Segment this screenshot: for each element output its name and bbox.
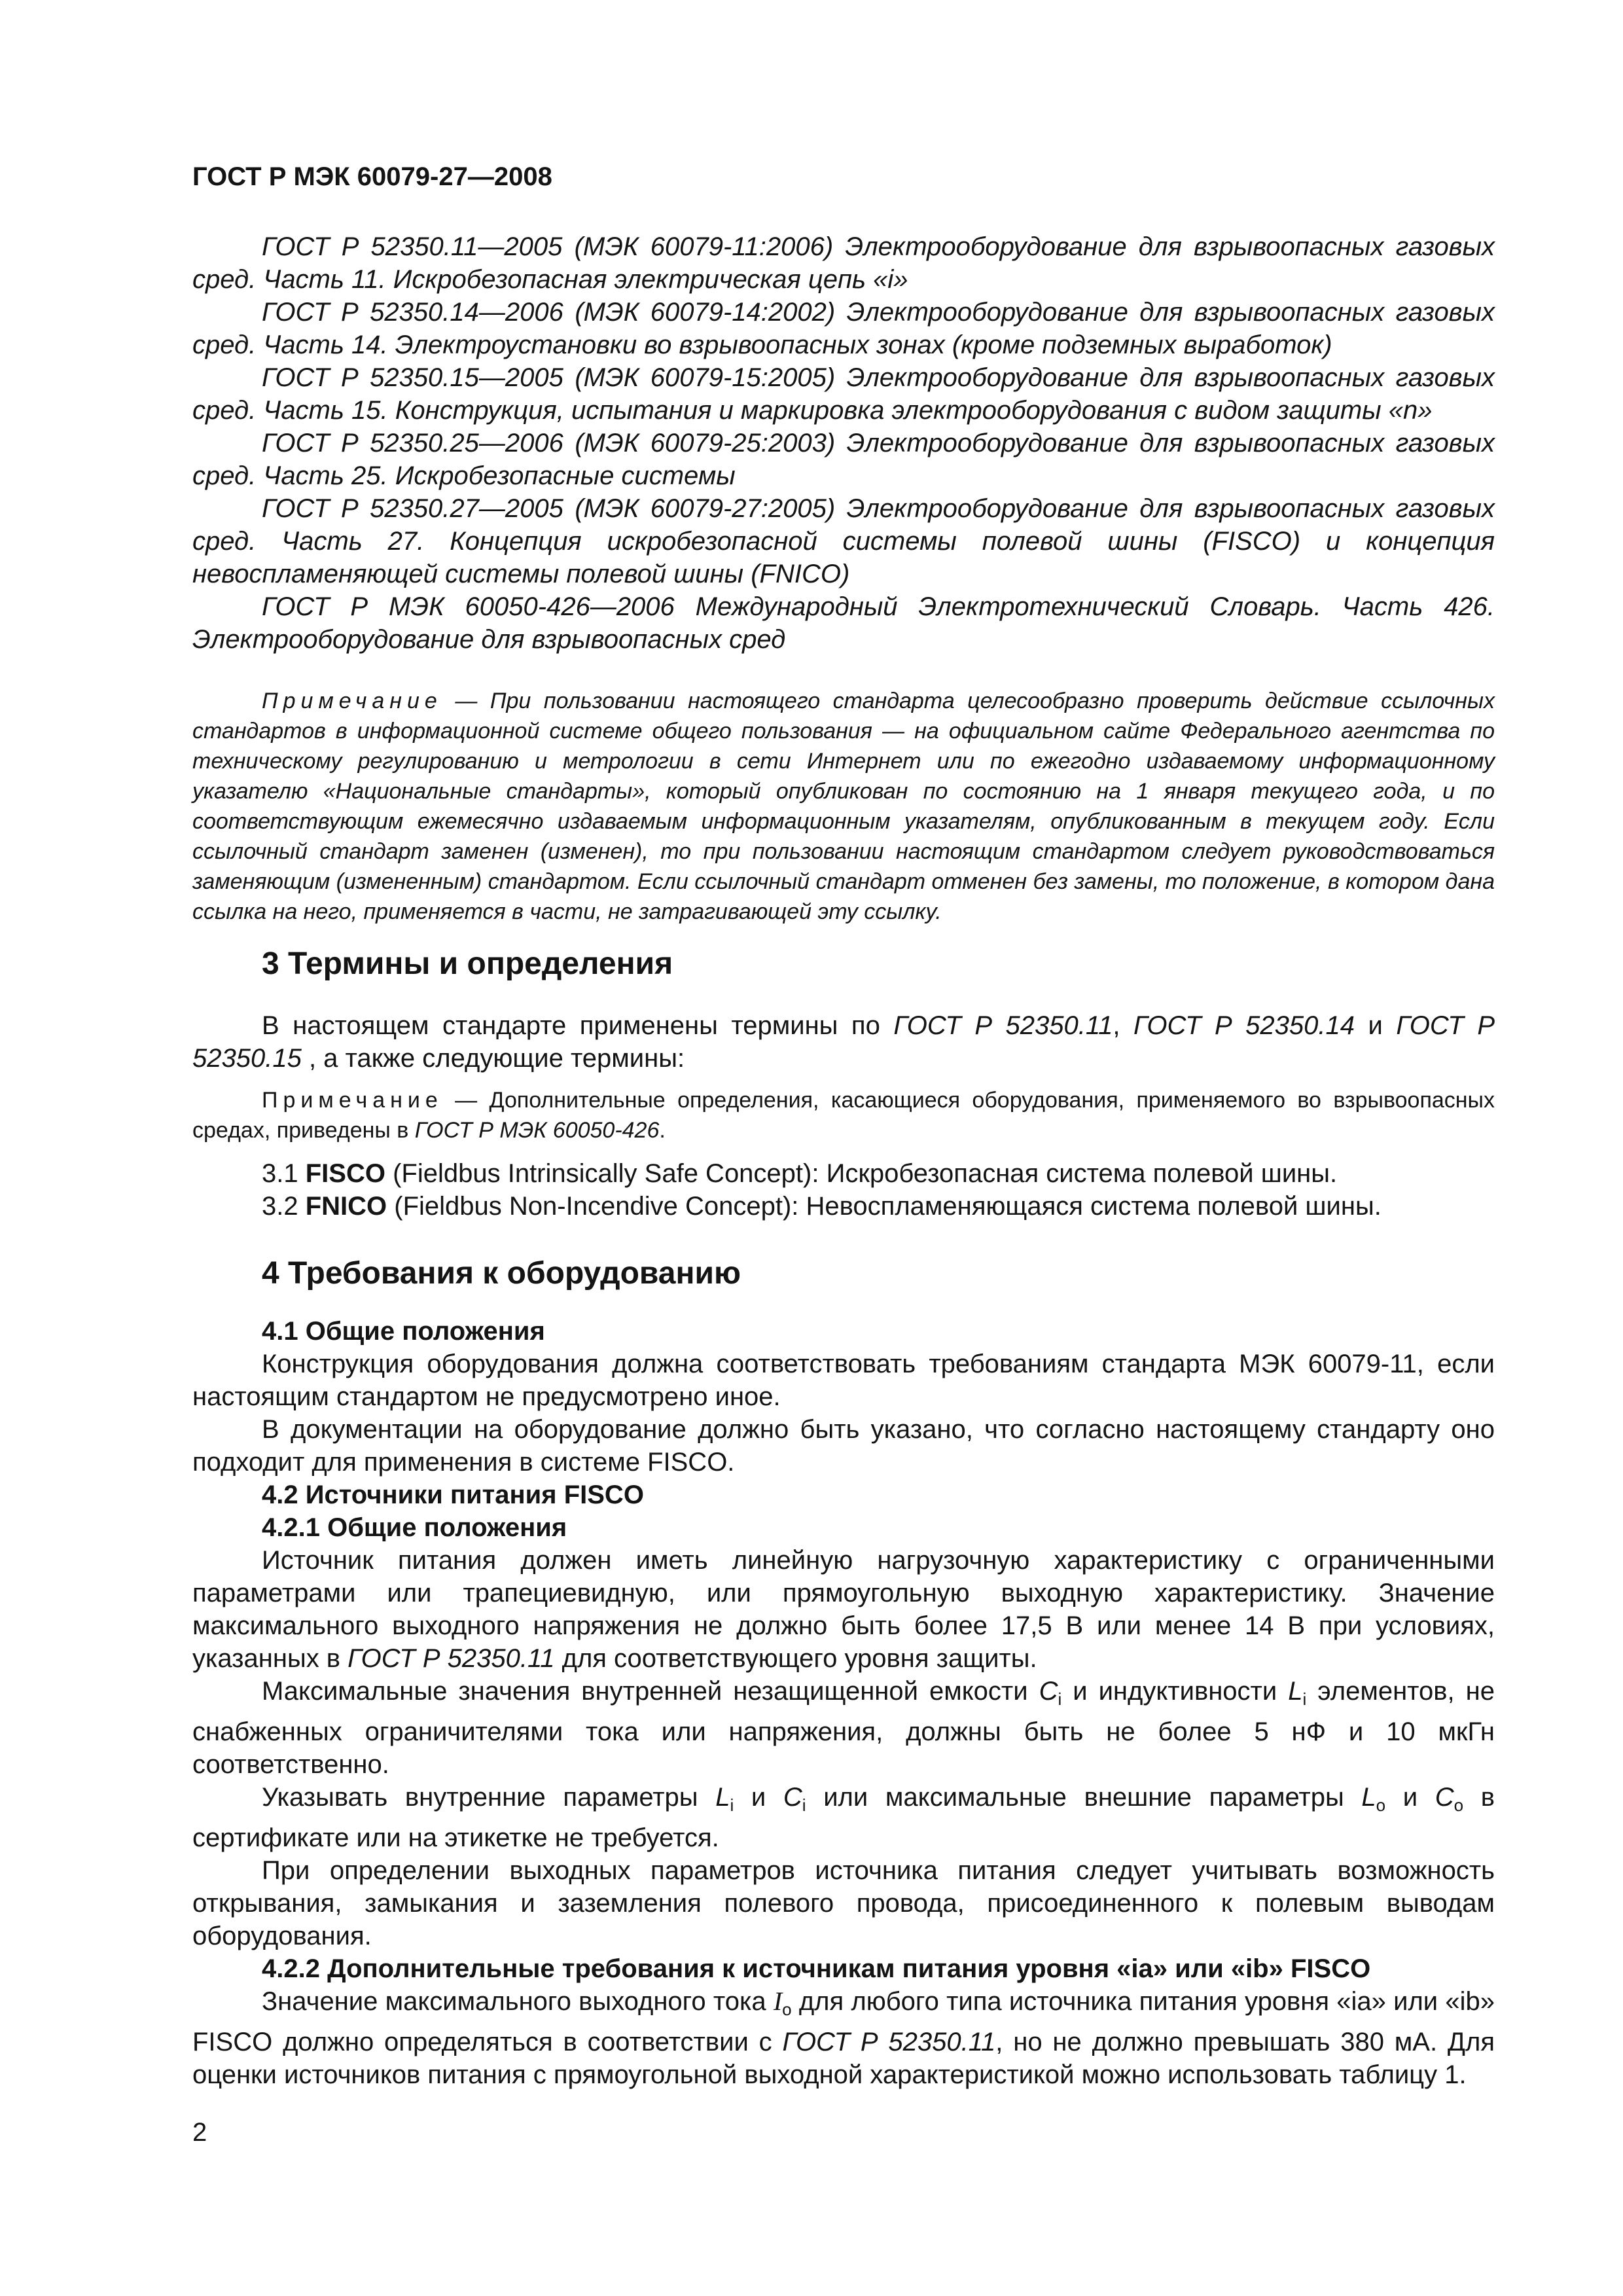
reference-item: ГОСТ Р 52350.27—2005 (МЭК 60079-27:2005) Электрооборудование для взрывоопасных газовых сред. Часть 27. Концепция искробезопасной системы полевой шины (FISCO) и концепция невоспламеняющей системы полевой шины (FNICO)	[192, 494, 1495, 588]
note-references	[192, 686, 1495, 927]
paragraph: Конструкция оборудования должна соответствовать требованиям стандарта МЭК 60079-11, если настоящим стандартом не предусмотрено иное.	[192, 1350, 1495, 1411]
reference-item: ГОСТ Р 52350.14—2006 (МЭК 60079-14:2002) Электрооборудование для взрывоопасных газовых сред. Часть 14. Электроустановки во взрывоопасных зонах (кроме подземных выработок)	[192, 298, 1495, 359]
reference-item: ГОСТ Р 52350.15—2005 (МЭК 60079-15:2005) Электрооборудование для взрывоопасных газовых сред. Часть 15. Конструкция, испытания и маркировка электрооборудования с видом защиты «n»	[192, 363, 1495, 425]
subsection-title: 4.2.2 Дополнительные требования к источникам питания уровня «ia» или «ib» FISCO	[262, 1954, 1371, 1983]
section-intro: В настоящем стандарте применены термины по ГОСТ Р 52350.11, ГОСТ Р 52350.14 и ГОСТ Р 52350.15 , а также следующие термины:	[192, 1011, 1495, 1073]
section-title: 3 Термины и определения	[262, 946, 673, 981]
reference-item: ГОСТ Р 52350.25—2006 (МЭК 60079-25:2003) Электрооборудование для взрывоопасных газовых сред. Часть 25. Искробезопасные системы	[192, 429, 1495, 490]
document-header: ГОСТ Р МЭК 60079-27—2008	[192, 162, 552, 191]
note-label: Примечание	[262, 689, 442, 713]
section-note: Примечание — Дополнительные определения, касающиеся оборудования, применяемого во взрывоопасных средах, приведены в ГОСТ Р МЭК 60050-426.	[192, 1088, 1495, 1143]
section-4	[192, 1255, 1495, 2091]
subsection-title: 4.2 Источники питания FISCO	[262, 1480, 644, 1509]
paragraph: Источник питания должен иметь линейную нагрузочную характеристику с ограниченными параметрами или трапециевидную, или прямоугольную выходную характеристику. Значение максимального выходного напряжения не должно быть более 17,5 В или менее 14 В при условиях, указанных в ГОСТ Р 52350.11 для соответствующего уровня защиты.	[192, 1546, 1495, 1673]
subsection-title: 4.1 Общие положения	[262, 1317, 545, 1346]
reference-item: ГОСТ Р 52350.11—2005 (МЭК 60079-11:2006) Электрооборудование для взрывоопасных газовых сред. Часть 11. Искробезопасная электрическая цепь «i»	[192, 232, 1495, 294]
paragraph: Значение максимального выходного тока $I_o$ для любого типа источника питания уровня «ia» или «ib» FISCO должно определяться в соответствии с ГОСТ Р 52350.11, но не должно превышать 380 мА. Для оценки источников питания с прямоугольной выходной характеристикой можно использовать таблицу 1.	[192, 1986, 1495, 2089]
section-title: 4 Требования к оборудованию	[262, 1256, 741, 1291]
reference-item: ГОСТ Р МЭК 60050-426—2006 Международный Электротехнический Словарь. Часть 426. Электрооборудование для взрывоопасных сред	[192, 592, 1495, 654]
subsection-title: 4.2.1 Общие положения	[262, 1513, 567, 1542]
note-text: — При пользовании настоящего стандарта целесообразно проверить действие ссылочных стандартов в информационной системе общего пользования — на официальном сайте Федерального агентства по техническому регулированию и метрологии в сети Интернет или по ежегодно издаваемому информационному указателю «Национальные стандарты», который опубликован по состоянию на 1 января текущего года, и по соответствующим ежемесячно издаваемым информационным указателям, опубликованным в текущем году. Если ссылочный стандарт заменен (изменен), то при пользовании настоящим стандартом следует руководствоваться заменяющим (измененным) стандартом. Если ссылочный стандарт отменен без замены, то положение, в котором дана ссылка на него, применяется в части, не затрагивающей эту ссылку.	[192, 689, 1495, 924]
section-3	[192, 946, 1495, 1223]
references-list	[192, 230, 1495, 656]
paragraph: В документации на оборудование должно быть указано, что согласно настоящему стандарту оно подходит для применения в системе FISCO.	[192, 1415, 1495, 1477]
definition-fnico: 3.2 FNICO (Fieldbus Non-Incendive Concept): Невоспламеняющаяся система полевой шины.	[262, 1192, 1382, 1221]
paragraph: Указывать внутренние параметры $L_i$ и $C_i$ или максимальные внешние параметры $L_o$ и $C_o$ в сертификате или на этикетке не требуется.	[192, 1783, 1495, 1852]
definition-fisco: 3.1 FISCO (Fieldbus Intrinsically Safe Concept): Искробезопасная система полевой шины.	[262, 1159, 1338, 1188]
paragraph: При определении выходных параметров источника питания следует учитывать возможность открывания, замыкания и заземления полевого провода, присоединенного к полевым выводам оборудования.	[192, 1856, 1495, 1950]
page-number: 2	[192, 2118, 207, 2147]
paragraph: Максимальные значения внутренней незащищенной емкости $C_i$ и индуктивности $L_i$ элементов, не снабженных ограничителями тока или напряжения, должны быть не более 5 нФ и 10 мкГн соответственно.	[192, 1677, 1495, 1779]
